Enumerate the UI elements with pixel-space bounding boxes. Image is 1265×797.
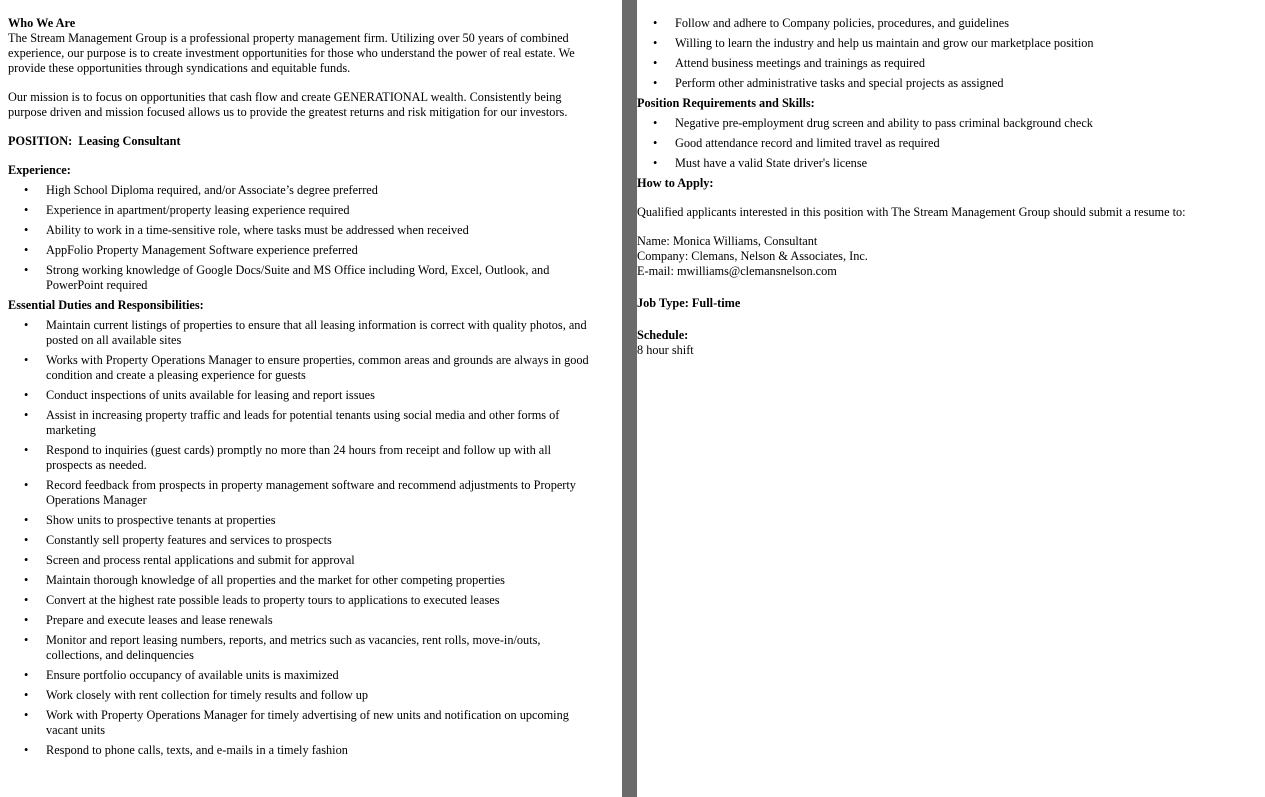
bullet-icon: • [24, 708, 29, 722]
list-item [8, 263, 593, 293]
list-item-text: Screen and process rental applications and submit for approval [46, 553, 355, 567]
bullet-icon: • [24, 613, 29, 627]
bullet-icon: • [24, 573, 29, 587]
bullet-icon: • [24, 203, 29, 217]
duties-continued-list [637, 16, 1265, 91]
position-line [8, 134, 593, 149]
list-item [8, 573, 593, 588]
requirements-list [637, 116, 1265, 171]
bullet-icon: • [24, 388, 29, 402]
bullet-icon: • [24, 443, 29, 457]
list-item [8, 613, 593, 628]
bullet-icon: • [24, 743, 29, 757]
list-item-text: Ability to work in a time-sensitive role, where tasks must be addressed when received [46, 223, 469, 237]
list-item-text: Work with Property Operations Manager for timely advertising of new units and notification on upcoming vacant units [46, 708, 569, 737]
list-item [8, 243, 593, 258]
list-item-text: Respond to phone calls, texts, and e-mails in a timely fashion [46, 743, 348, 757]
list-item [8, 633, 593, 663]
bullet-icon: • [24, 478, 29, 492]
bullet-icon: • [24, 223, 29, 237]
list-item-text: Record feedback from prospects in property management software and recommend adjustments to Property Operations Manager [46, 478, 576, 507]
position-value: Leasing Consultant [78, 134, 181, 148]
list-item-text: Negative pre-employment drug screen and ability to pass criminal background check [675, 116, 1093, 130]
bullet-icon: • [653, 76, 658, 90]
list-item [637, 116, 1265, 131]
list-item-text: Convert at the highest rate possible leads to property tours to applications to executed leases [46, 593, 500, 607]
position-label: POSITION: [8, 134, 73, 148]
document-page-left [0, 0, 622, 797]
list-item [8, 533, 593, 548]
list-item [8, 688, 593, 703]
list-item-text: Show units to prospective tenants at properties [46, 513, 276, 527]
list-item-text: Maintain thorough knowledge of all properties and the market for other competing properties [46, 573, 505, 587]
bullet-icon: • [24, 688, 29, 702]
list-item-text: Conduct inspections of units available for leasing and report issues [46, 388, 375, 402]
bullet-icon: • [24, 263, 29, 277]
bullet-icon: • [653, 56, 658, 70]
list-item-text: Must have a valid State driver's license [675, 156, 868, 170]
who-we-are-text: The Stream Management Group is a professional property management firm. Utilizing over 50 years of combined experience, our purpose is to create investment opportunities for those who understand the power of real estate. We provide these opportunities through syndications and equitable funds. [8, 31, 575, 75]
bullet-icon: • [24, 408, 29, 422]
list-item [637, 16, 1265, 31]
list-item [8, 203, 593, 218]
list-item-text: Constantly sell property features and services to prospects [46, 533, 332, 547]
contact-name: Name: Monica Williams, Consultant [637, 234, 818, 248]
list-item-text: Prepare and execute leases and lease renewals [46, 613, 273, 627]
list-item [8, 318, 593, 348]
job-type: Job Type: Full-time [637, 296, 741, 310]
duties-heading: Essential Duties and Responsibilities: [8, 298, 204, 312]
list-item-text: Ensure portfolio occupancy of available units is maximized [46, 668, 339, 682]
bullet-icon: • [24, 183, 29, 197]
schedule-text: 8 hour shift [637, 343, 694, 357]
bullet-icon: • [24, 318, 29, 332]
list-item [8, 593, 593, 608]
schedule-heading: Schedule: [637, 328, 689, 342]
bullet-icon: • [24, 243, 29, 257]
list-item [8, 443, 593, 473]
list-item [637, 36, 1265, 51]
bullet-icon: • [653, 116, 658, 130]
list-item [8, 513, 593, 528]
list-item [637, 156, 1265, 171]
list-item-text: Work closely with rent collection for timely results and follow up [46, 688, 369, 702]
list-item-text: Respond to inquiries (guest cards) promptly no more than 24 hours from receipt and follow up with all prospects as needed. [46, 443, 552, 472]
list-item [8, 353, 593, 383]
list-item-text: Assist in increasing property traffic and leads for potential tenants using social media and other forms of marketing [46, 408, 560, 437]
bullet-icon: • [653, 16, 658, 30]
experience-list [8, 183, 593, 293]
list-item-text: Follow and adhere to Company policies, procedures, and guidelines [675, 16, 1009, 30]
bullet-icon: • [24, 668, 29, 682]
list-item-text: AppFolio Property Management Software experience preferred [46, 243, 358, 257]
list-item [637, 136, 1265, 151]
bullet-icon: • [24, 553, 29, 567]
mission-text: Our mission is to focus on opportunities that cash flow and create GENERATIONAL wealth. Consistently being purpose driven and mission focused allows us to provide the greatest returns and risk mitigation for our investors. [8, 90, 568, 119]
list-item [8, 183, 593, 198]
list-item-text: Monitor and report leasing numbers, reports, and metrics such as vacancies, rent rolls, move-in/outs, collections, and delinquencies [46, 633, 541, 662]
bullet-icon: • [24, 513, 29, 527]
who-we-are-heading: Who We Are [8, 16, 76, 30]
document-page-right [637, 0, 1265, 797]
list-item [8, 743, 593, 758]
list-item [8, 478, 593, 508]
right-column [637, 16, 1265, 358]
page-divider [622, 0, 637, 797]
left-column [8, 16, 593, 763]
bullet-icon: • [653, 136, 658, 150]
list-item [8, 708, 593, 738]
duties-list [8, 318, 593, 758]
list-item-text: Good attendance record and limited travel as required [675, 136, 940, 150]
bullet-icon: • [653, 156, 658, 170]
bullet-icon: • [24, 353, 29, 367]
list-item [8, 553, 593, 568]
how-to-apply-heading: How to Apply: [637, 176, 714, 190]
contact-email: E-mail: mwilliams@clemansnelson.com [637, 264, 837, 278]
contact-company: Company: Clemans, Nelson & Associates, Inc. [637, 249, 868, 263]
list-item-text: High School Diploma required, and/or Associate’s degree preferred [46, 183, 378, 197]
bullet-icon: • [24, 593, 29, 607]
list-item [8, 223, 593, 238]
list-item-text: Willing to learn the industry and help us maintain and grow our marketplace position [675, 36, 1094, 50]
experience-heading: Experience: [8, 163, 71, 177]
list-item-text: Perform other administrative tasks and special projects as assigned [675, 76, 1004, 90]
list-item-text: Experience in apartment/property leasing experience required [46, 203, 350, 217]
requirements-heading: Position Requirements and Skills: [637, 96, 815, 110]
list-item [8, 668, 593, 683]
list-item [637, 56, 1265, 71]
list-item-text: Works with Property Operations Manager to ensure properties, common areas and grounds are always in good condition and create a pleasing experience for guests [46, 353, 589, 382]
bullet-icon: • [24, 633, 29, 647]
bullet-icon: • [24, 533, 29, 547]
list-item-text: Attend business meetings and trainings as required [675, 56, 925, 70]
list-item [8, 388, 593, 403]
list-item-text: Maintain current listings of properties to ensure that all leasing information is correct with quality photos, and posted on all available sites [46, 318, 587, 347]
apply-text: Qualified applicants interested in this position with The Stream Management Group should submit a resume to: [637, 205, 1186, 219]
list-item [637, 76, 1265, 91]
list-item [8, 408, 593, 438]
list-item-text: Strong working knowledge of Google Docs/Suite and MS Office including Word, Excel, Outlook, and PowerPoint required [46, 263, 550, 292]
bullet-icon: • [653, 36, 658, 50]
